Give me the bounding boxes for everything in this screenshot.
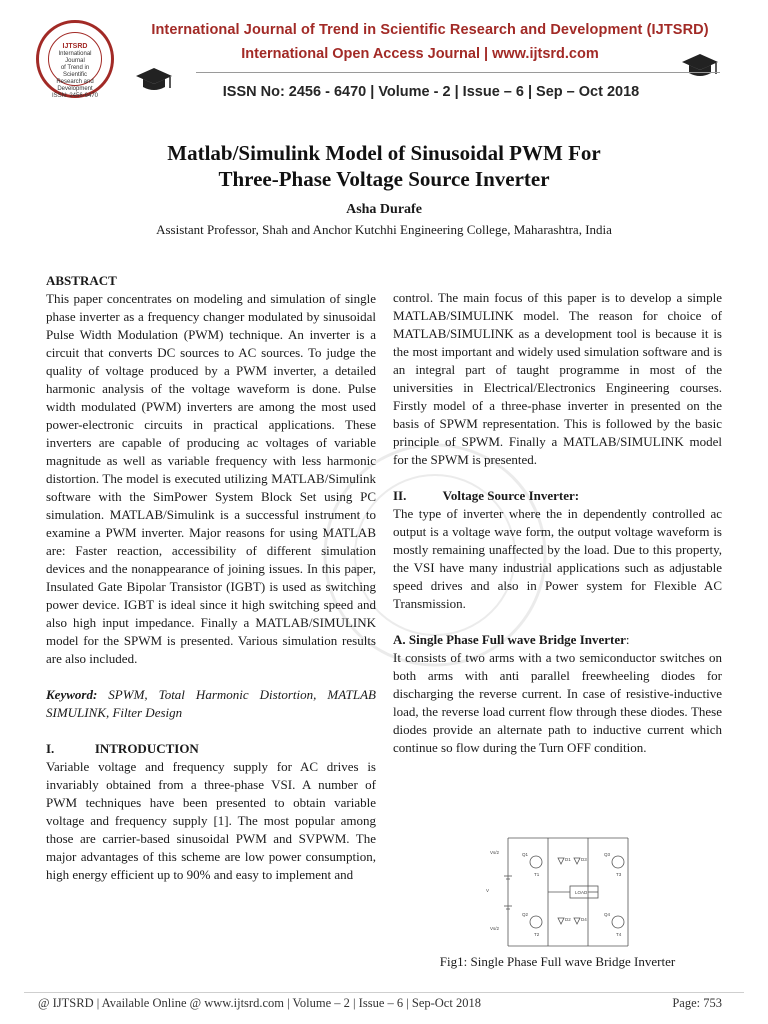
section2-heading [393, 487, 722, 505]
intro-title: INTRODUCTION [94, 741, 199, 756]
fig-label-t3: T3 [616, 872, 622, 877]
footer-divider [24, 992, 744, 993]
section2-number: II. [393, 488, 407, 503]
subsectionA-heading [393, 631, 722, 649]
intro-text-continued: control. The main focus of this paper is to develop a simple MATLAB/SIMULINK model. The reason for choice of MATLAB/SIMULINK as a development tool is because it is the most important and widely used simulation software and is an integral part of taught programme in most of the universities in Electrical/Electronics Engineering courses. Firstly model of a three-phase inverter in presented on the basis of SPWM representation. This is followed by the basic principle of SPWM. Finally a MATLAB/SIMULINK model for the SPWM is presented. [393, 290, 722, 467]
fig-label-t1: T1 [534, 872, 540, 877]
fig-label-q2: Q2 [522, 912, 529, 917]
fig-label-load: LOAD [575, 890, 588, 895]
logo-seal [48, 32, 102, 99]
section2-title: Voltage Source Inverter: [442, 488, 580, 503]
header-divider [196, 72, 720, 73]
logo-line-4: Development [57, 86, 93, 92]
author-name: Asha Durafe [346, 202, 422, 217]
title-line-1: Matlab/Simulink Model of Sinusoidal PWM For [167, 141, 601, 165]
fig-label-q4: Q4 [604, 912, 611, 917]
paper-title [40, 140, 728, 192]
journal-title: International Journal of Trend in Scientific Research and Development (IJTSRD) [151, 22, 709, 38]
left-column [46, 272, 376, 884]
fig-label-q1: Q1 [522, 852, 529, 857]
journal-header [0, 0, 768, 108]
fig-label-vs-bottom: Vs/2 [490, 926, 500, 931]
fig-label-t2: T2 [534, 932, 540, 937]
footer-citation: @ IJTSRD | Available Online @ www.ijtsrd.com | Volume – 2 | Issue – 6 | Sep-Oct 2018 [38, 996, 481, 1010]
issn-line: ISSN No: 2456 - 6470 | Volume - 2 | Issue – 6 | Sep – Oct 2018 [222, 84, 640, 100]
keywords [46, 686, 376, 722]
fig-label-d4: D4 [581, 917, 587, 922]
figure-caption: Fig1: Single Phase Full wave Bridge Inverter [439, 954, 676, 969]
logo-abbr: IJTSRD [62, 43, 88, 50]
abstract-heading: ABSTRACT [46, 273, 117, 288]
page-number: Page: 753 [672, 996, 722, 1010]
abstract-text: This paper concentrates on modeling and simulation of single phase inverter as a frequency changer modulated by sinusoidal Pulse Width Modulation (PWM) technique. An inverter is a circuit that converts DC sources to AC sources. To judge the quality of voltage produced by a PWM inverter, a detailed harmonic analysis of the voltage waveform is done. Pulse width modulated (PWM) inverters are among the most used power-electronic circuits in practical applications. These inverters are capable of producing ac voltages of variable magnitude as well as variable frequency with less harmonic distortion. The model is executed utilizing MATLAB/Simulink software with the SimPower System Block Set using PC simulation. MATLAB/Simulink is a successful instrument to examine a PWM inverter. Major reasons for using MATLAB are: Faster reaction, accessibility of different simulation devices and the nonappearance of joining issues. In this paper, Insulated Gate Bipolar Transistor (IGBT) is used as switching power device. IGBT is ideal since it high switching speed and also high input impedance. Finally a MATLAB/SIMULINK model for the SPWM is presented. Various simulation results are also included. [46, 291, 376, 666]
logo-line-1: International Journal [58, 51, 92, 64]
fig-label-q3: Q3 [604, 852, 611, 857]
fig-label-d1: D1 [565, 857, 571, 862]
fig-label-vs-top: Vs/2 [490, 850, 500, 855]
graduation-cap-icon [134, 66, 174, 94]
keywords-text: SPWM, Total Harmonic Distortion, MATLAB SIMULINK, Filter Design [46, 687, 376, 720]
author-affiliation: Assistant Professor, Shah and Anchor Kutchhi Engineering College, Maharashtra, India [156, 222, 612, 237]
logo-line-3: Research and [56, 79, 94, 85]
intro-number: I. [46, 741, 55, 756]
intro-text: Variable voltage and frequency supply for AC drives is invariably obtained from a three-phase VSI. A number of PWM techniques have been presented to obtain variable voltage and frequency supply [1]. The most popular among those are carrier-based sinusoidal PWM and SVPWM. The major advantages of this scheme are low power consumption, high energy efficient up to 90% and easy to implement and [46, 759, 376, 882]
logo-issn: ISSN: 2456-6470 [51, 93, 99, 99]
right-column [393, 289, 722, 757]
keywords-label: Keyword: [46, 687, 98, 702]
section2-text: The type of inverter where the in dependently controlled ac output is a voltage wave form, the output voltage waveform is mostly remaining unaffected by the load. Due to this property, the VSI have many industrial applications such as adjustable speed drives and also in Power system for Flexible AC Transmission. [393, 506, 722, 611]
title-line-2: Three-Phase Voltage Source Inverter [218, 167, 550, 191]
journal-logo [36, 20, 114, 98]
fig-label-source: V [486, 888, 490, 893]
bridge-inverter-figure [478, 832, 644, 952]
journal-subtitle: International Open Access Journal | www.ijtsrd.com [241, 46, 599, 62]
subsectionA-text: It consists of two arms with a two semiconductor switches on both arms with anti parallel freewheeling diodes for discharging the reverse current. In case of resistive-inductive load, the reverse load current flow through these diodes. These diodes provide an alternate path to inductive current which continue so flow during the Turn OFF condition. [393, 650, 722, 755]
fig-label-d2: D2 [565, 917, 571, 922]
fig-label-d3: D3 [581, 857, 587, 862]
fig-label-t4: T4 [616, 932, 622, 937]
subsectionA-colon: : [625, 632, 630, 647]
intro-heading [46, 740, 376, 758]
logo-line-2: of Trend in Scientific [60, 65, 90, 78]
subsectionA-title: A. Single Phase Full wave Bridge Inverter [393, 632, 626, 647]
